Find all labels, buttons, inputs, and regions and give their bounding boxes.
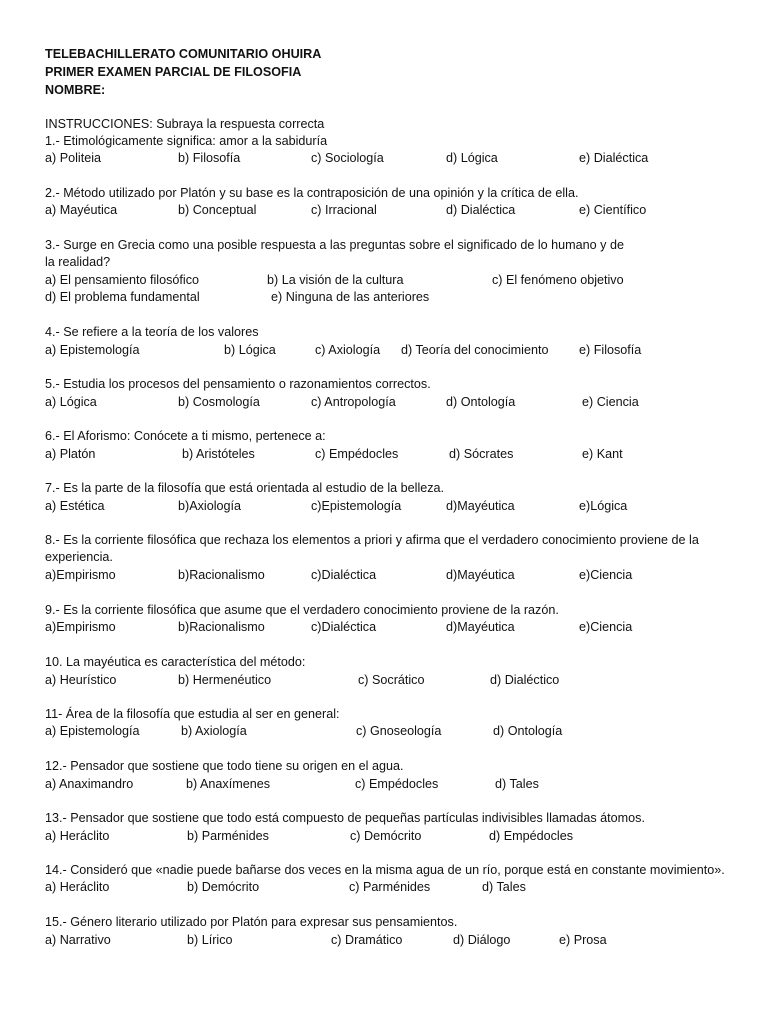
q6-option-d[interactable]: d) Sócrates [449, 447, 514, 461]
question-8: 8.- Es la corriente filosófica que rechaza los elementos a priori y afirma que el verdadero conocimiento proviene de la [45, 533, 699, 547]
q13-option-a[interactable]: a) Heráclito [45, 829, 110, 843]
q2-option-c[interactable]: c) Irracional [311, 203, 377, 217]
q11-option-a[interactable]: a) Epistemología [45, 724, 140, 738]
q5-option-e[interactable]: e) Ciencia [582, 395, 639, 409]
q4-option-a[interactable]: a) Epistemología [45, 343, 140, 357]
q4-option-d[interactable]: d) Teoría del conocimiento [401, 343, 549, 357]
exam-title: PRIMER EXAMEN PARCIAL DE FILOSOFIA [45, 65, 302, 79]
question-4: 4.- Se refiere a la teoría de los valores [45, 325, 259, 339]
q5-option-d[interactable]: d) Ontología [446, 395, 516, 409]
q2-option-b[interactable]: b) Conceptual [178, 203, 257, 217]
q6-option-b[interactable]: b) Aristóteles [182, 447, 255, 461]
q13-option-c[interactable]: c) Demócrito [350, 829, 422, 843]
question-8-cont: experiencia. [45, 550, 113, 564]
q4-option-c[interactable]: c) Axiología [315, 343, 381, 357]
q7-option-e[interactable]: e)Lógica [579, 499, 628, 513]
q9-option-d[interactable]: d)Mayéutica [446, 620, 515, 634]
q3-option-d[interactable]: d) El problema fundamental [45, 290, 200, 304]
q8-option-b[interactable]: b)Racionalismo [178, 568, 265, 582]
q10-option-c[interactable]: c) Socrático [358, 673, 425, 687]
school-name: TELEBACHILLERATO COMUNITARIO OHUIRA [45, 47, 322, 61]
q15-option-e[interactable]: e) Prosa [559, 933, 607, 947]
q13-option-b[interactable]: b) Parménides [187, 829, 269, 843]
q8-option-c[interactable]: c)Dialéctica [311, 568, 377, 582]
q10-option-a[interactable]: a) Heurístico [45, 673, 117, 687]
q10-option-b[interactable]: b) Hermenéutico [178, 673, 272, 687]
q9-option-b[interactable]: b)Racionalismo [178, 620, 265, 634]
q4-option-b[interactable]: b) Lógica [224, 343, 276, 357]
question-1: 1.- Etimológicamente significa: amor a la sabiduría [45, 134, 328, 148]
q2-option-d[interactable]: d) Dialéctica [446, 203, 516, 217]
q10-option-d[interactable]: d) Dialéctico [490, 673, 560, 687]
q7-option-c[interactable]: c)Epistemología [311, 499, 402, 513]
question-15: 15.- Género literario utilizado por Platón para expresar sus pensamientos. [45, 915, 458, 929]
q3-option-a[interactable]: a) El pensamiento filosófico [45, 273, 200, 287]
q3-option-b[interactable]: b) La visión de la cultura [267, 273, 404, 287]
q5-option-b[interactable]: b) Cosmología [178, 395, 260, 409]
q11-option-c[interactable]: c) Gnoseología [356, 724, 442, 738]
q1-option-a[interactable]: a) Politeia [45, 151, 102, 165]
q3-option-c[interactable]: c) El fenómeno objetivo [492, 273, 624, 287]
q15-option-a[interactable]: a) Narrativo [45, 933, 111, 947]
q9-option-c[interactable]: c)Dialéctica [311, 620, 377, 634]
q12-option-d[interactable]: d) Tales [495, 777, 539, 791]
question-6: 6.- El Aforismo: Conócete a ti mismo, pertenece a: [45, 429, 326, 443]
q14-option-a[interactable]: a) Heráclito [45, 880, 110, 894]
q2-option-a[interactable]: a) Mayéutica [45, 203, 118, 217]
q1-option-e[interactable]: e) Dialéctica [579, 151, 649, 165]
question-9: 9.- Es la corriente filosófica que asume que el verdadero conocimiento proviene de la razón. [45, 603, 559, 617]
question-7: 7.- Es la parte de la filosofía que está orientada al estudio de la belleza. [45, 481, 445, 495]
q8-option-d[interactable]: d)Mayéutica [446, 568, 515, 582]
q11-option-d[interactable]: d) Ontología [493, 724, 563, 738]
q15-option-b[interactable]: b) Lírico [187, 933, 233, 947]
q7-option-b[interactable]: b)Axiología [178, 499, 242, 513]
q11-option-b[interactable]: b) Axiología [181, 724, 247, 738]
q12-option-c[interactable]: c) Empédocles [355, 777, 439, 791]
q7-option-d[interactable]: d)Mayéutica [446, 499, 515, 513]
question-3-cont: la realidad? [45, 255, 111, 269]
question-10: 10. La mayéutica es característica del método: [45, 655, 306, 669]
q7-option-a[interactable]: a) Estética [45, 499, 105, 513]
question-3: 3.- Surge en Grecia como una posible respuesta a las preguntas sobre el significado de lo humano y de [45, 238, 624, 252]
question-5: 5.- Estudia los procesos del pensamiento o razonamientos correctos. [45, 377, 431, 391]
q8-option-a[interactable]: a)Empirismo [45, 568, 116, 582]
name-label: NOMBRE: [45, 83, 106, 97]
q13-option-d[interactable]: d) Empédocles [489, 829, 573, 843]
q2-option-e[interactable]: e) Científico [579, 203, 647, 217]
q14-option-c[interactable]: c) Parménides [349, 880, 431, 894]
q14-option-d[interactable]: d) Tales [482, 880, 526, 894]
q6-option-e[interactable]: e) Kant [582, 447, 623, 461]
question-2: 2.- Método utilizado por Platón y su base es la contraposición de una opinión y la crítica de ella. [45, 186, 579, 200]
q4-option-e[interactable]: e) Filosofía [579, 343, 642, 357]
q6-option-a[interactable]: a) Platón [45, 447, 96, 461]
q6-option-c[interactable]: c) Empédocles [315, 447, 399, 461]
q15-option-d[interactable]: d) Diálogo [453, 933, 511, 947]
q5-option-c[interactable]: c) Antropología [311, 395, 396, 409]
q12-option-b[interactable]: b) Anaxímenes [186, 777, 271, 791]
question-14: 14.- Consideró que «nadie puede bañarse dos veces en la misma agua de un río, porque está en constante movimiento». [45, 863, 725, 877]
q1-option-b[interactable]: b) Filosofía [178, 151, 241, 165]
q12-option-a[interactable]: a) Anaximandro [45, 777, 134, 791]
q1-option-c[interactable]: c) Sociología [311, 151, 384, 165]
q15-option-c[interactable]: c) Dramático [331, 933, 403, 947]
q9-option-a[interactable]: a)Empirismo [45, 620, 116, 634]
instructions: INSTRUCCIONES: Subraya la respuesta correcta [45, 117, 325, 131]
question-12: 12.- Pensador que sostiene que todo tiene su origen en el agua. [45, 759, 404, 773]
q3-option-e[interactable]: e) Ninguna de las anteriores [271, 290, 430, 304]
question-13: 13.- Pensador que sostiene que todo está compuesto de pequeñas partículas indivisibles llamadas átomos. [45, 811, 645, 825]
question-11: 11- Área de la filosofía que estudia al ser en general: [45, 707, 340, 721]
q14-option-b[interactable]: b) Demócrito [187, 880, 260, 894]
q9-option-e[interactable]: e)Ciencia [579, 620, 633, 634]
q1-option-d[interactable]: d) Lógica [446, 151, 498, 165]
q8-option-e[interactable]: e)Ciencia [579, 568, 633, 582]
q5-option-a[interactable]: a) Lógica [45, 395, 97, 409]
